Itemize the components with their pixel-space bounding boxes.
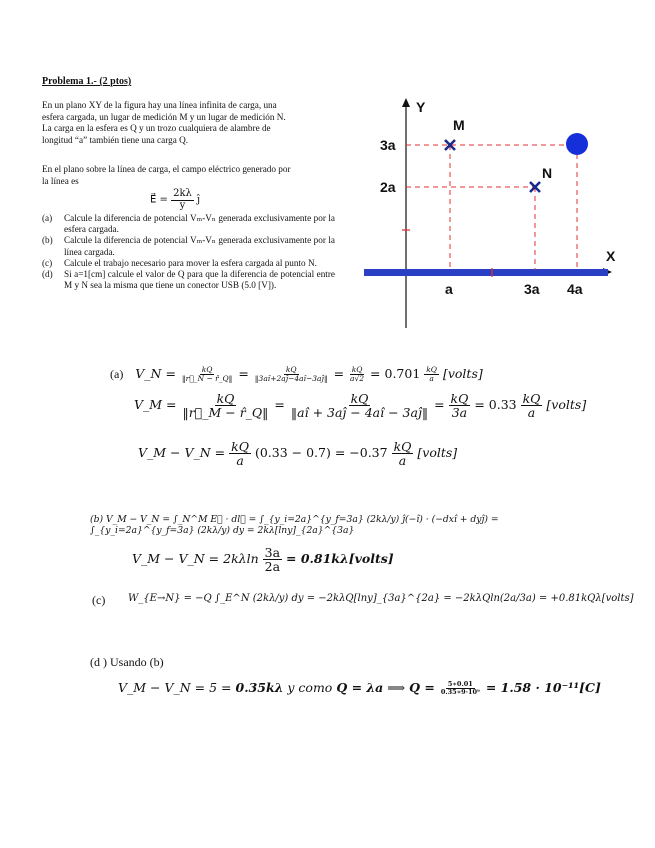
question-item: (d) Si a=1[cm] calcule el valor de Q para que la diferencia de potencial entre M y N sea la misma que tiene un conector USB (5.0 [V]). — [42, 269, 335, 291]
x-tick-label-3a: 3a — [524, 281, 540, 297]
solution-c-label: (c) — [92, 593, 106, 607]
solution-d-line: V_M − V_N = 5 = 0.35kλ y como Q = λa ⟹ Q = $\frac{5∗0.01}{\text{0.35∗9·10⁹}}$ = 1.58 · 10⁻¹¹[C] — [118, 680, 601, 696]
field-equation: E⃗ = $\frac{2k\lambda}{y}$ ĵ — [150, 188, 201, 211]
solution-b-line1: (b) V_M − V_N = ∫_N^M E⃗ · dl⃗ = ∫_{y_i=2a}^{y_f=3a} (2kλ/y) ĵ(−î) · (−dxî + dyĵ) = ∫_{y_i=2a}^{y_f=3a} (2kλ/y) dy = 2kλ[lny]_{2a}^{3a} — [90, 514, 499, 536]
point-m-label: M — [453, 117, 465, 133]
intro-line: La carga en la esfera es Q y un trozo cualquiera de alambre de — [42, 123, 271, 134]
x-axis-label: X — [606, 248, 616, 264]
y-tick-label-2a: 2a — [380, 179, 396, 195]
solution-b-line2: V_M − V_N = 2kλln $\frac{3a}{2a}$ = 0.81kλ[volts] — [132, 545, 394, 575]
solution-a-line2: V_M = $\frac{kQ}{‖r⃗\_M - r̂\_Q‖}$ = $\frac{kQ}{‖aî + 3aĵ - 4aî - 3aĵ‖}$ = $\frac{kQ}{3a}$ = 0.33 $\frac{kQ}{a}$ [volts] — [134, 391, 587, 421]
problem-number: Problema 1. — [42, 76, 94, 87]
field-intro-line: la línea es — [42, 175, 79, 186]
y-axis-label: Y — [416, 99, 426, 115]
y-axis-arrow-icon — [402, 98, 410, 107]
problem-title — [42, 76, 131, 87]
solution-a-label: (a) — [110, 367, 124, 381]
solution-a-line3: V_M − V_N = $\frac{kQ}{a}$ (0.33 − 0.7) = −0.37 $\frac{kQ}{a}$ [volts] — [138, 439, 458, 469]
charged-sphere — [566, 133, 588, 155]
question-item: (a) Calcule la diferencia de potencial Vₘ-Vₙ generada exclusivamente por la esfera cargada. — [42, 213, 335, 235]
problem-points: - (2 ptos) — [93, 76, 132, 87]
x-tick-label-4a: 4a — [567, 281, 583, 297]
line-of-charge — [364, 269, 608, 276]
question-item: (b) Calcule la diferencia de potencial Vₘ-Vₙ generada exclusivamente por la línea cargada. — [42, 235, 335, 257]
field-intro-line: En el plano sobre la línea de carga, el campo eléctrico generado por — [42, 164, 291, 174]
question-list — [42, 213, 335, 291]
intro-line: esfera cargada, un lugar de medición M y un lugar de medición N. — [42, 111, 286, 122]
solution-a-line1: (a) V_N = $\frac{kQ}{‖r⃗\_N - r̂\_Q‖}$ = $\frac{kQ}{‖3aî+2aĵ-4aî-3aĵ‖}$ = $\frac{kQ}{a√2}$ = 0.701 $\frac{kQ}{a}$ [volts] — [110, 365, 483, 383]
solution-d-label: (d ) Usando (b) — [90, 655, 164, 669]
intro-line: longitud “a” también tiene una carga Q. — [42, 134, 189, 145]
question-item: (c) Calcule el trabajo necesario para mover la esfera cargada al punto N. — [42, 257, 317, 268]
y-tick-label-3a: 3a — [380, 137, 396, 153]
x-tick-label-a: a — [445, 281, 453, 297]
charge-diagram — [350, 90, 640, 330]
field-intro-paragraph — [42, 164, 335, 187]
intro-line: En un plano XY de la figura hay una línea infinita de carga, una — [42, 100, 277, 110]
solution-c-line: W_{E→N} = −Q ∫_E^N (2kλ/y) dy = −2kλQ[lny]_{3a}^{2a} = −2kλQln(2a/3a) = +0.81kQλ[volts] — [128, 593, 634, 604]
intro-paragraph — [42, 100, 335, 146]
point-n-label: N — [542, 165, 553, 181]
